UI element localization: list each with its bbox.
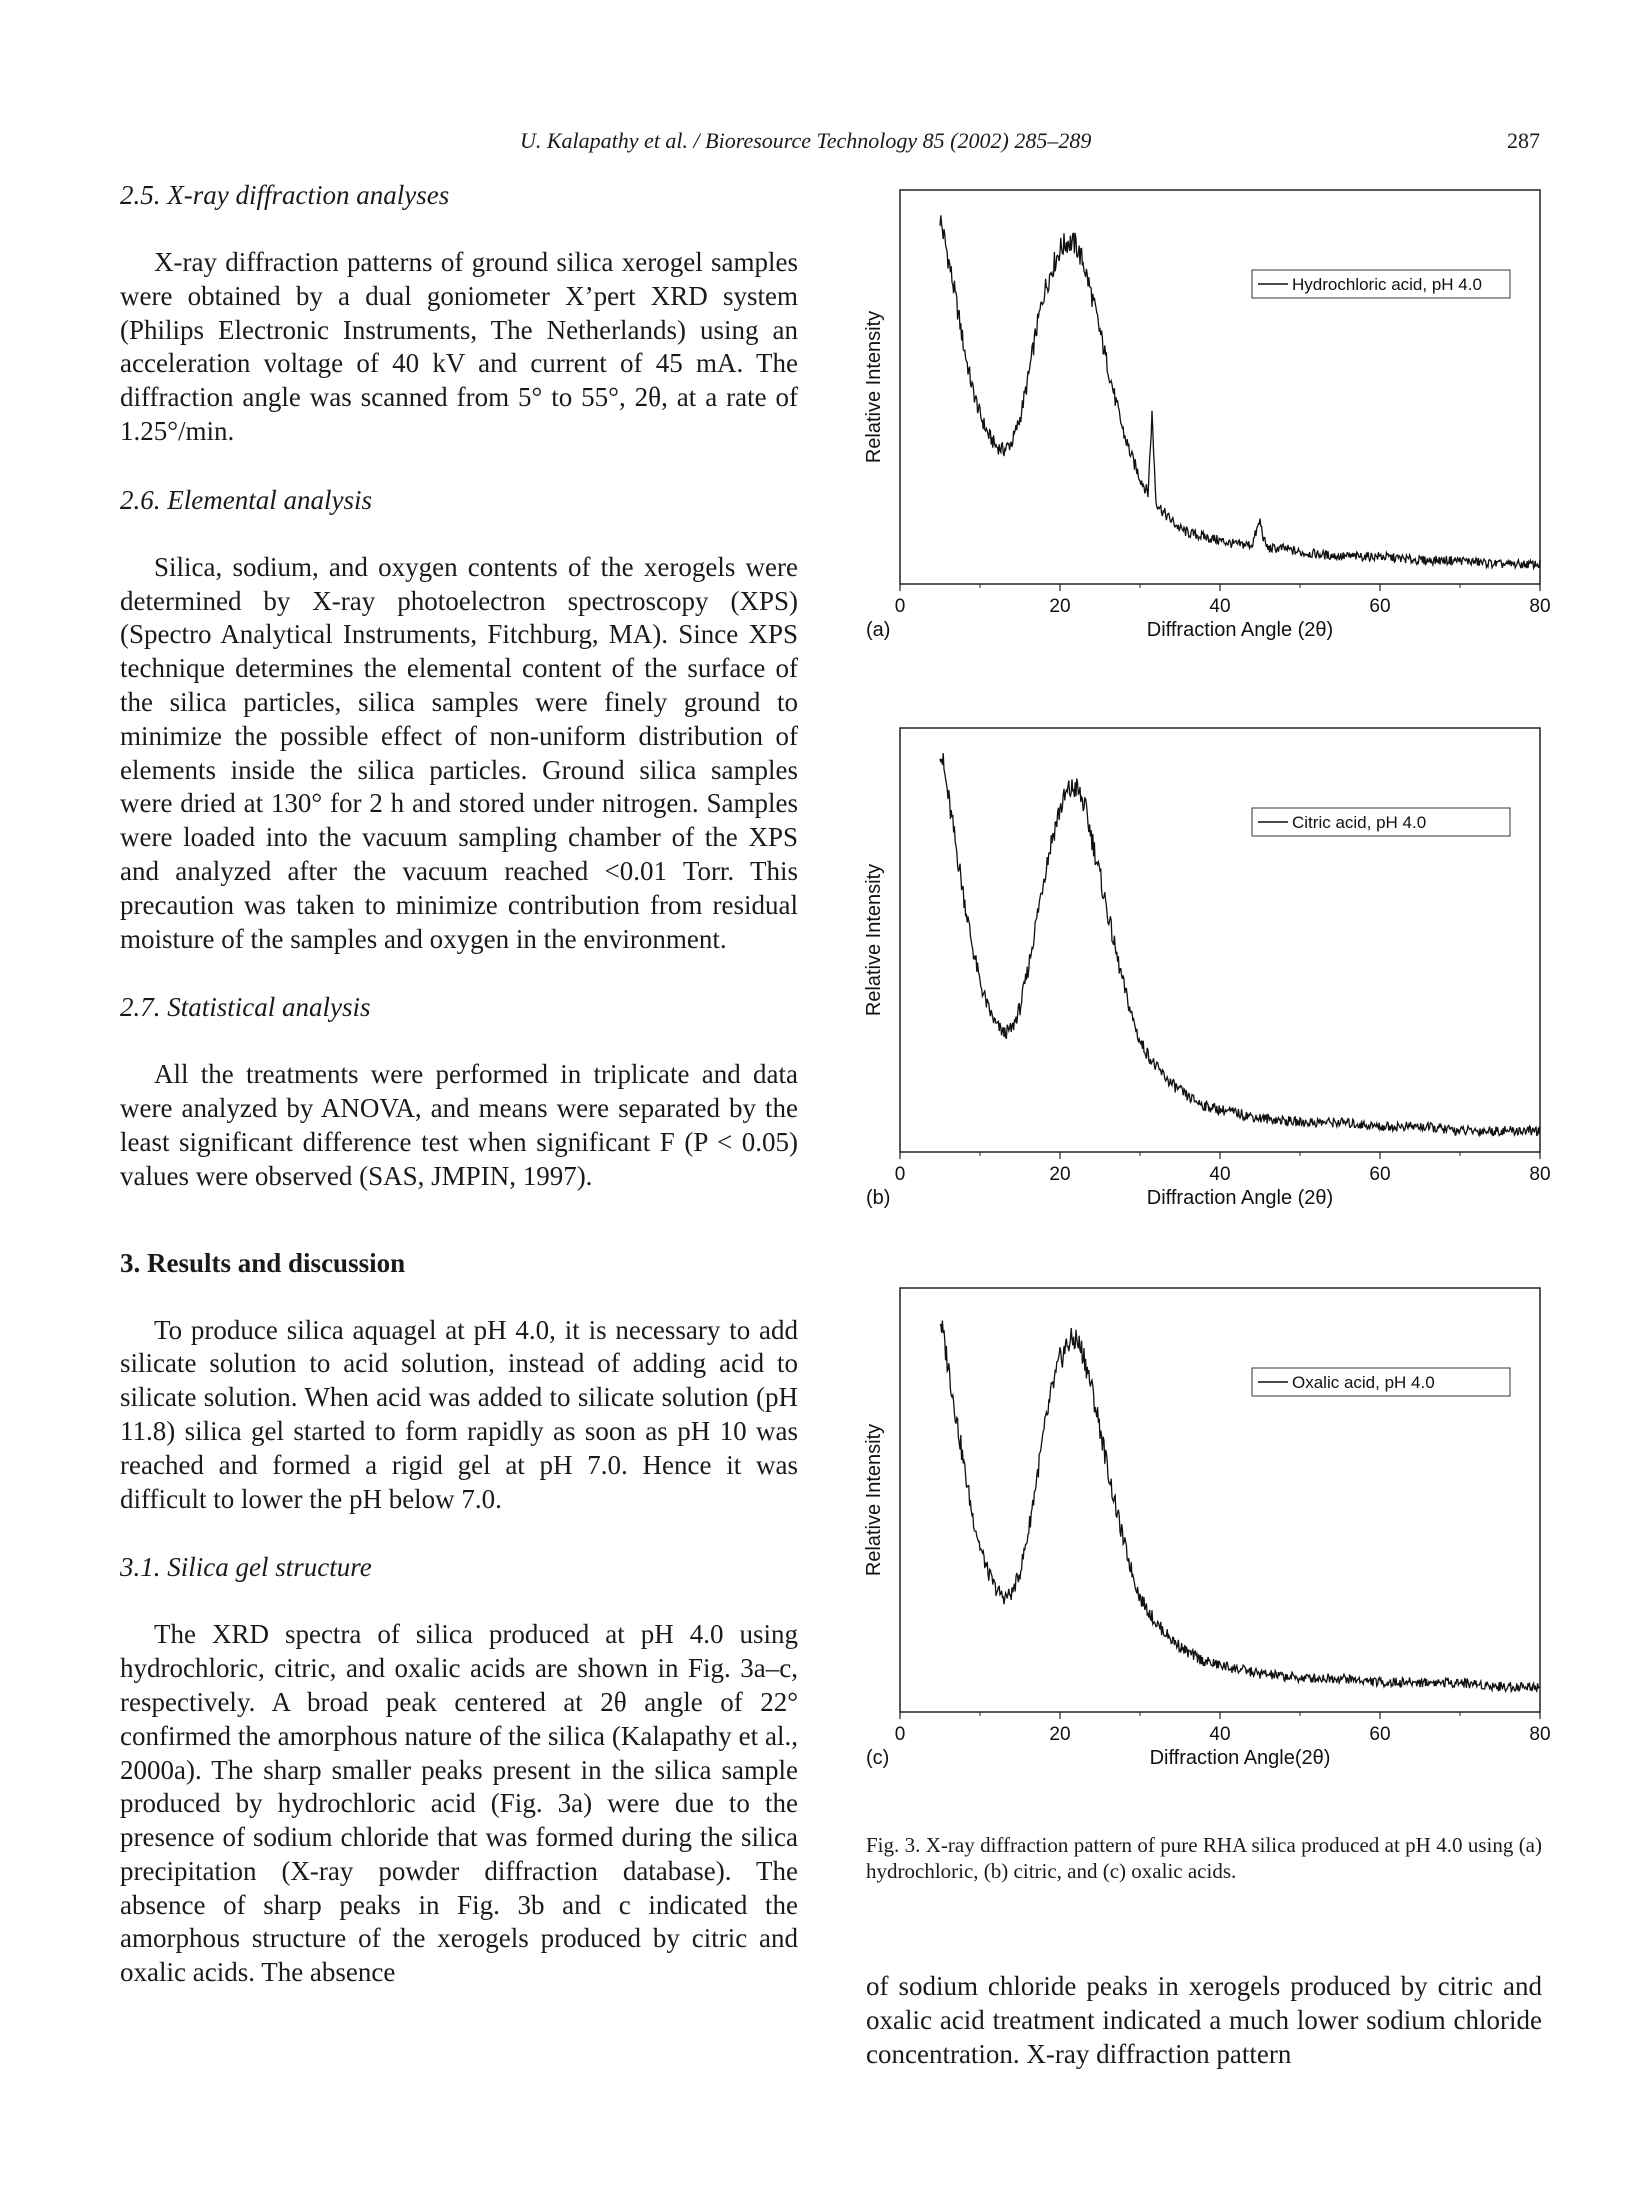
running-head — [0, 128, 1652, 162]
legend-label: Citric acid, pH 4.0 — [1292, 813, 1427, 832]
x-tick-label: 20 — [1049, 596, 1071, 617]
paragraph-continuation: of sodium chloride peaks in xerogels produced by citric and oxalic acid treatment indicated a much lower sodium chloride concentration. X-ray diffraction pattern — [866, 1971, 1542, 2069]
section-heading-3: 3. Results and discussion — [120, 1247, 406, 1278]
plot-frame — [900, 190, 1540, 584]
paragraph-silica-gel-structure: The XRD spectra of silica produced at pH 4.0 using hydrochloric, citric, and oxalic acids are shown in Fig. 3a–c, respectively. A broad peak centered at 2θ angle of 22° confirmed the amorphous nature of the silica (Kalapathy et al., 2000a). The sharp smaller peaks present in the silica sample produced by hydrochloric acid (Fig. 3a) were due to the presence of sodium chloride that was formed during the silica precipitation (X-ray powder diffraction database). The absence of sharp peaks in Fig. 3b and c indicated the amorphous structure of the xerogels produced by citric and oxalic acids. The absence — [120, 1619, 798, 1988]
figure-3b — [863, 724, 1551, 1254]
x-tick-label: 60 — [1369, 1164, 1391, 1185]
panel-label: (a) — [866, 619, 891, 641]
x-tick-label: 0 — [894, 1724, 906, 1745]
y-axis-label: Relative Intensity — [863, 1423, 885, 1577]
panel-label: (b) — [866, 1187, 891, 1209]
legend-label: Oxalic acid, pH 4.0 — [1292, 1373, 1435, 1392]
x-tick-label: 40 — [1209, 1724, 1231, 1745]
x-tick-label: 60 — [1369, 596, 1391, 617]
section-heading-2-7: 2.7. Statistical analysis — [120, 992, 371, 1023]
legend-label: Hydrochloric acid, pH 4.0 — [1292, 275, 1482, 294]
plot-frame — [900, 1288, 1540, 1712]
figure-3c — [863, 1284, 1551, 1814]
left-column — [120, 178, 798, 2024]
y-axis-label: Relative Intensity — [863, 310, 885, 464]
series-line — [940, 215, 1540, 568]
x-tick-label: 60 — [1369, 1724, 1391, 1745]
x-tick-label: 0 — [894, 1164, 906, 1185]
x-tick-label: 80 — [1529, 596, 1551, 617]
y-axis-label: Relative Intensity — [863, 863, 885, 1017]
x-axis-label: Diffraction Angle(2θ) — [1149, 1747, 1331, 1769]
x-tick-label: 80 — [1529, 1164, 1551, 1185]
x-tick-label: 0 — [894, 596, 906, 617]
running-title: U. Kalapathy et al. / Bioresource Technology 85 (2002) 285–289 — [520, 128, 1092, 153]
figure-3a — [863, 186, 1551, 686]
x-tick-label: 80 — [1529, 1724, 1551, 1745]
x-axis-label: Diffraction Angle (2θ) — [1146, 1187, 1334, 1209]
x-tick-label: 40 — [1209, 596, 1231, 617]
xrd-chart-b — [863, 724, 1551, 1254]
x-tick-label: 40 — [1209, 1164, 1231, 1185]
paragraph-results-intro: To produce silica aquagel at pH 4.0, it is necessary to add silicate solution to acid solution, instead of adding acid to silicate solution. When acid was added to silicate solution (pH 11.8) silica gel started to form rapidly as soon as pH 10 was reached and formed a rigid gel at pH 7.0. Hence it was difficult to lower the pH below 7.0. — [120, 1314, 798, 1514]
panel-label: (c) — [866, 1747, 890, 1769]
x-axis-label: Diffraction Angle (2θ) — [1146, 619, 1334, 641]
section-heading-2-6: 2.6. Elemental analysis — [120, 484, 372, 515]
figure-caption: Fig. 3. X-ray diffraction pattern of pure RHA silica produced at pH 4.0 using (a) hydrochloric, (b) citric, and (c) oxalic acids. — [866, 1833, 1542, 1883]
plot-frame — [900, 728, 1540, 1152]
x-tick-label: 20 — [1049, 1164, 1071, 1185]
section-heading-2-5: 2.5. X-ray diffraction analyses — [120, 180, 450, 210]
section-heading-3-1: 3.1. Silica gel structure — [120, 1552, 372, 1583]
paragraph-statistical-analysis: All the treatments were performed in triplicate and data were analyzed by ANOVA, and means were separated by the least significant difference test when significant F (P < 0.05) values were observed (SAS, JMPIN, 1997). — [120, 1059, 798, 1191]
paragraph-elemental-analysis: Silica, sodium, and oxygen contents of the xerogels were determined by X-ray photoelectron spectroscopy (XPS) (Spectro Analytical Instruments, Fitchburg, MA). Since XPS technique determines the elemental content of the surface of the silica particles, silica samples were finely ground to minimize the possible effect of non-uniform distribution of elements inside the silica particles. Ground silica samples were dried at 130° for 2 h and stored under nitrogen. Samples were loaded into the vacuum sampling chamber of the XPS and analyzed after the vacuum reached <0.01 Torr. This precaution was taken to minimize contribution from residual moisture of the samples and oxygen in the environment. — [120, 551, 798, 954]
paragraph-xrd-methods: X-ray diffraction patterns of ground silica xerogel samples were obtained by a dual goniometer X’pert XRD system (Philips Electronic Instruments, The Netherlands) using an acceleration voltage of 40 kV and current of 45 mA. The diffraction angle was scanned from 5° to 55°, 2θ, at a rate of 1.25°/min. — [120, 247, 798, 446]
x-tick-label: 20 — [1049, 1724, 1071, 1745]
right-column-continuation — [866, 1970, 1542, 2105]
xrd-chart-a — [863, 186, 1551, 686]
page-number: 287 — [1507, 128, 1540, 153]
xrd-chart-c — [863, 1284, 1551, 1814]
